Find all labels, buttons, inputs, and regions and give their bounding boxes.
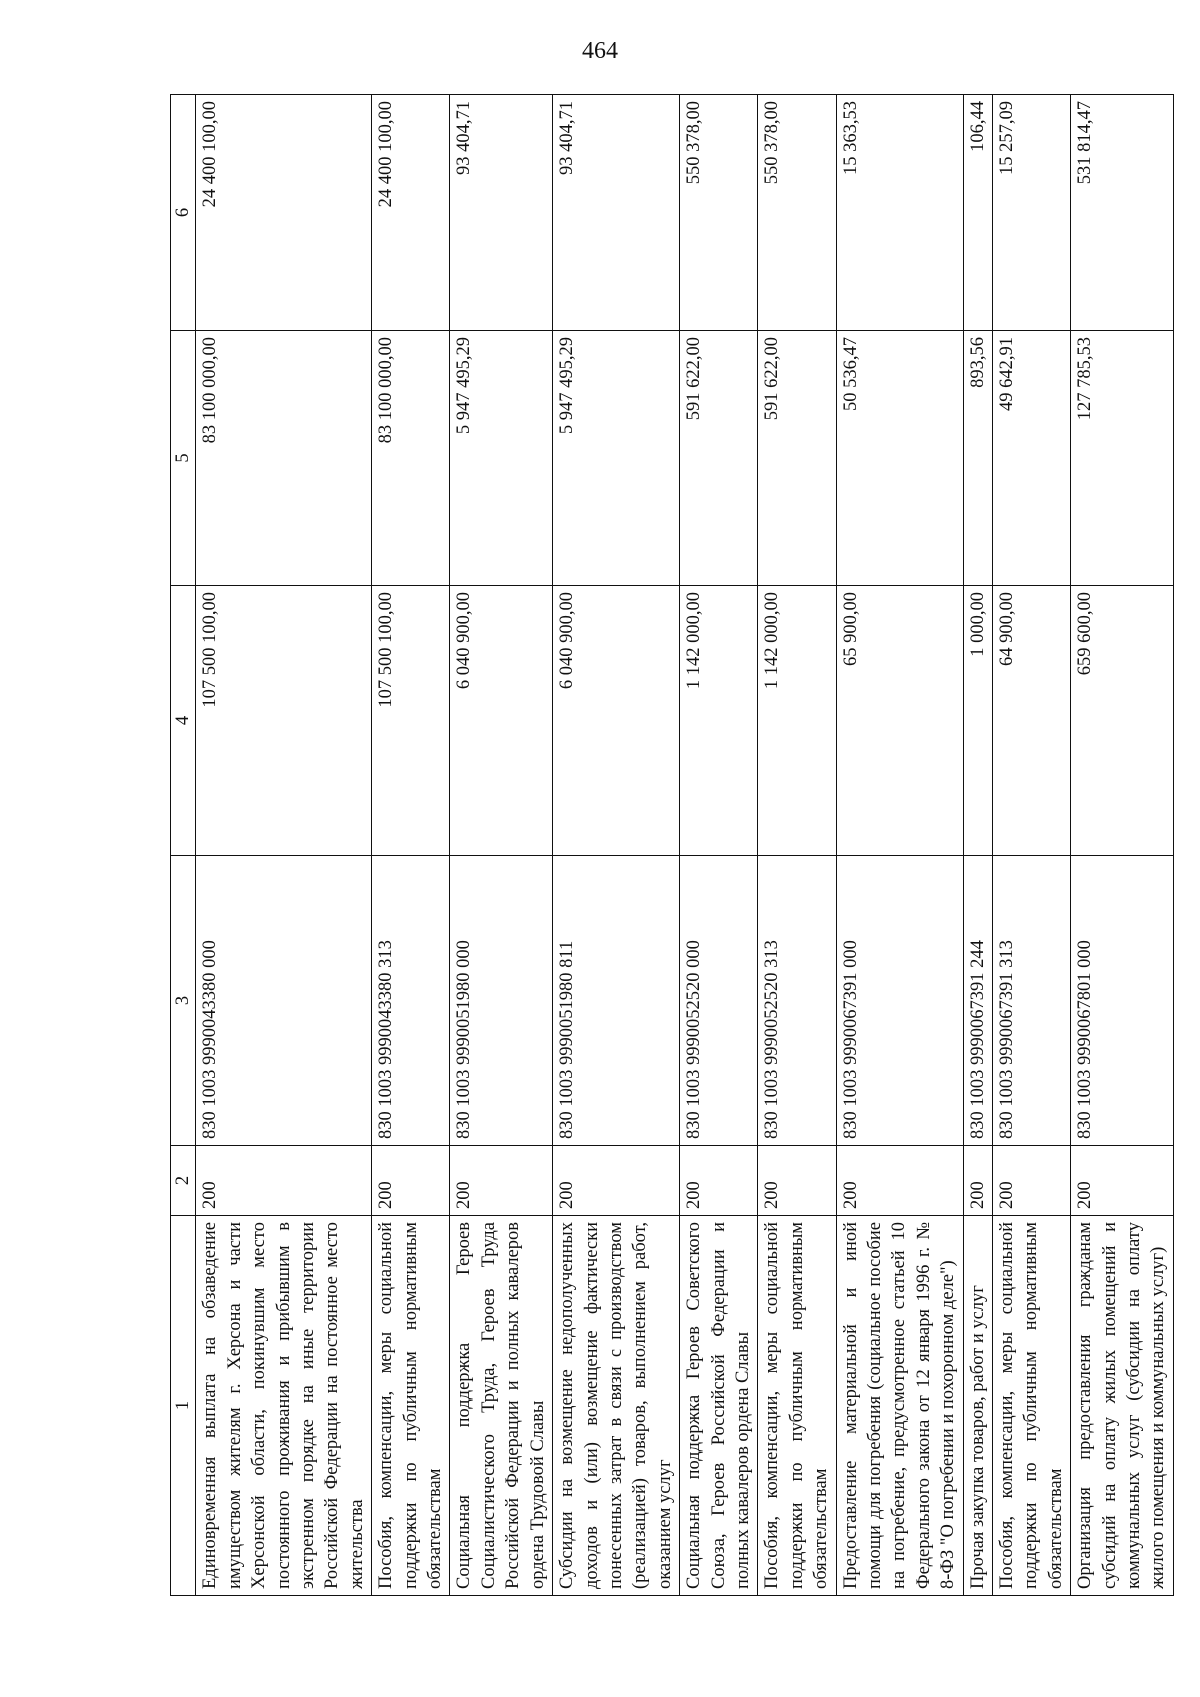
budget-table-container (170, 95, 1169, 1596)
row-budget-code: 830 1003 9990067801 000 (1071, 856, 1174, 1146)
row-col5-amount: 5 947 495,29 (553, 331, 680, 586)
row-col5-amount: 591 622,00 (758, 331, 836, 586)
row-col5-amount: 83 100 000,00 (196, 331, 372, 586)
table-row (553, 95, 680, 1596)
row-budget-code: 830 1003 9990067391 313 (993, 856, 1071, 1146)
row-col5-amount: 591 622,00 (680, 331, 758, 586)
row-budget-code: 830 1003 9990051980 000 (450, 856, 553, 1146)
row-category-code: 200 (450, 1146, 553, 1216)
row-budget-code: 830 1003 9990067391 000 (836, 856, 963, 1146)
row-category-code: 200 (372, 1146, 450, 1216)
column-header-2: 2 (171, 1146, 196, 1216)
row-col6-amount: 93 404,71 (553, 95, 680, 331)
row-col4-amount: 107 500 100,00 (372, 586, 450, 856)
row-col5-amount: 49 642,91 (993, 331, 1071, 586)
row-category-code: 200 (196, 1146, 372, 1216)
table-row (963, 95, 992, 1596)
column-header-4: 4 (171, 586, 196, 856)
row-col6-amount: 93 404,71 (450, 95, 553, 331)
row-description: Субсидии на возмещение недополученных доходов и (или) возмещение фактически понесенных затрат в связи с производством (реализацией) товаров, выполнением работ, оказанием услуг (553, 1216, 680, 1596)
row-col5-amount: 50 536,47 (836, 331, 963, 586)
row-description: Социальная поддержка Героев Социалистического Труда, Героев Труда Российской Федерации и полных кавалеров ордена Трудовой Славы (450, 1216, 553, 1596)
table-row (372, 95, 450, 1596)
row-category-code: 200 (963, 1146, 992, 1216)
row-budget-code: 830 1003 9990052520 313 (758, 856, 836, 1146)
row-col6-amount: 15 257,09 (993, 95, 1071, 331)
row-description: Организация предоставления гражданам субсидий на оплату жилых помещений и коммунальных услуг (субсидии на оплату жилого помещения и коммунальных услуг) (1071, 1216, 1174, 1596)
row-description: Пособия, компенсации, меры социальной поддержки по публичным нормативным обязательствам (758, 1216, 836, 1596)
row-budget-code: 830 1003 9990051980 811 (553, 856, 680, 1146)
row-budget-code: 830 1003 9990067391 244 (963, 856, 992, 1146)
row-col4-amount: 6 040 900,00 (553, 586, 680, 856)
column-header-3: 3 (171, 856, 196, 1146)
row-description: Единовременная выплата на обзаведение имуществом жителям г. Херсона и части Херсонской области, покинувшим место постоянного проживания и прибывшим в экстренном порядке на иные территории Российской Федерации на постоянное место жительства (196, 1216, 372, 1596)
row-budget-code: 830 1003 9990052520 000 (680, 856, 758, 1146)
row-budget-code: 830 1003 9990043380 313 (372, 856, 450, 1146)
row-description: Прочая закупка товаров, работ и услуг (963, 1216, 992, 1596)
row-description: Пособия, компенсации, меры социальной поддержки по публичным нормативным обязательствам (993, 1216, 1071, 1596)
row-col6-amount: 106,44 (963, 95, 992, 331)
row-category-code: 200 (1071, 1146, 1174, 1216)
table-row (1071, 95, 1174, 1596)
row-description: Пособия, компенсации, меры социальной поддержки по публичным нормативным обязательствам (372, 1216, 450, 1596)
row-category-code: 200 (758, 1146, 836, 1216)
table-row (836, 95, 963, 1596)
column-header-6: 6 (171, 95, 196, 331)
table-header-row (171, 95, 196, 1596)
table-row (758, 95, 836, 1596)
row-col6-amount: 24 400 100,00 (196, 95, 372, 331)
column-header-5: 5 (171, 331, 196, 586)
row-col6-amount: 24 400 100,00 (372, 95, 450, 331)
row-col4-amount: 107 500 100,00 (196, 586, 372, 856)
table-row (993, 95, 1071, 1596)
row-col4-amount: 1 142 000,00 (680, 586, 758, 856)
row-col4-amount: 659 600,00 (1071, 586, 1174, 856)
table-row (196, 95, 372, 1596)
table-row (680, 95, 758, 1596)
row-col5-amount: 5 947 495,29 (450, 331, 553, 586)
page-number: 464 (582, 38, 618, 64)
row-col6-amount: 550 378,00 (758, 95, 836, 331)
row-category-code: 200 (553, 1146, 680, 1216)
row-category-code: 200 (993, 1146, 1071, 1216)
row-col4-amount: 65 900,00 (836, 586, 963, 856)
row-col6-amount: 15 363,53 (836, 95, 963, 331)
row-description: Предоставление материальной и иной помощи для погребения (социальное пособие на погребение, предусмотренное статьей 10 Федерального закона от 12 января 1996 г. № 8-ФЗ "О погребении и похоронном деле") (836, 1216, 963, 1596)
row-col4-amount: 1 000,00 (963, 586, 992, 856)
row-col6-amount: 550 378,00 (680, 95, 758, 331)
row-col4-amount: 1 142 000,00 (758, 586, 836, 856)
row-col5-amount: 83 100 000,00 (372, 331, 450, 586)
column-header-1: 1 (171, 1216, 196, 1596)
budget-table (170, 94, 1174, 1596)
row-col5-amount: 127 785,53 (1071, 331, 1174, 586)
table-row (450, 95, 553, 1596)
row-col4-amount: 64 900,00 (993, 586, 1071, 856)
row-col6-amount: 531 814,47 (1071, 95, 1174, 331)
row-description: Социальная поддержка Героев Советского Союза, Героев Российской Федерации и полных кавалеров ордена Славы (680, 1216, 758, 1596)
row-budget-code: 830 1003 9990043380 000 (196, 856, 372, 1146)
row-col4-amount: 6 040 900,00 (450, 586, 553, 856)
row-col5-amount: 893,56 (963, 331, 992, 586)
row-category-code: 200 (836, 1146, 963, 1216)
row-category-code: 200 (680, 1146, 758, 1216)
